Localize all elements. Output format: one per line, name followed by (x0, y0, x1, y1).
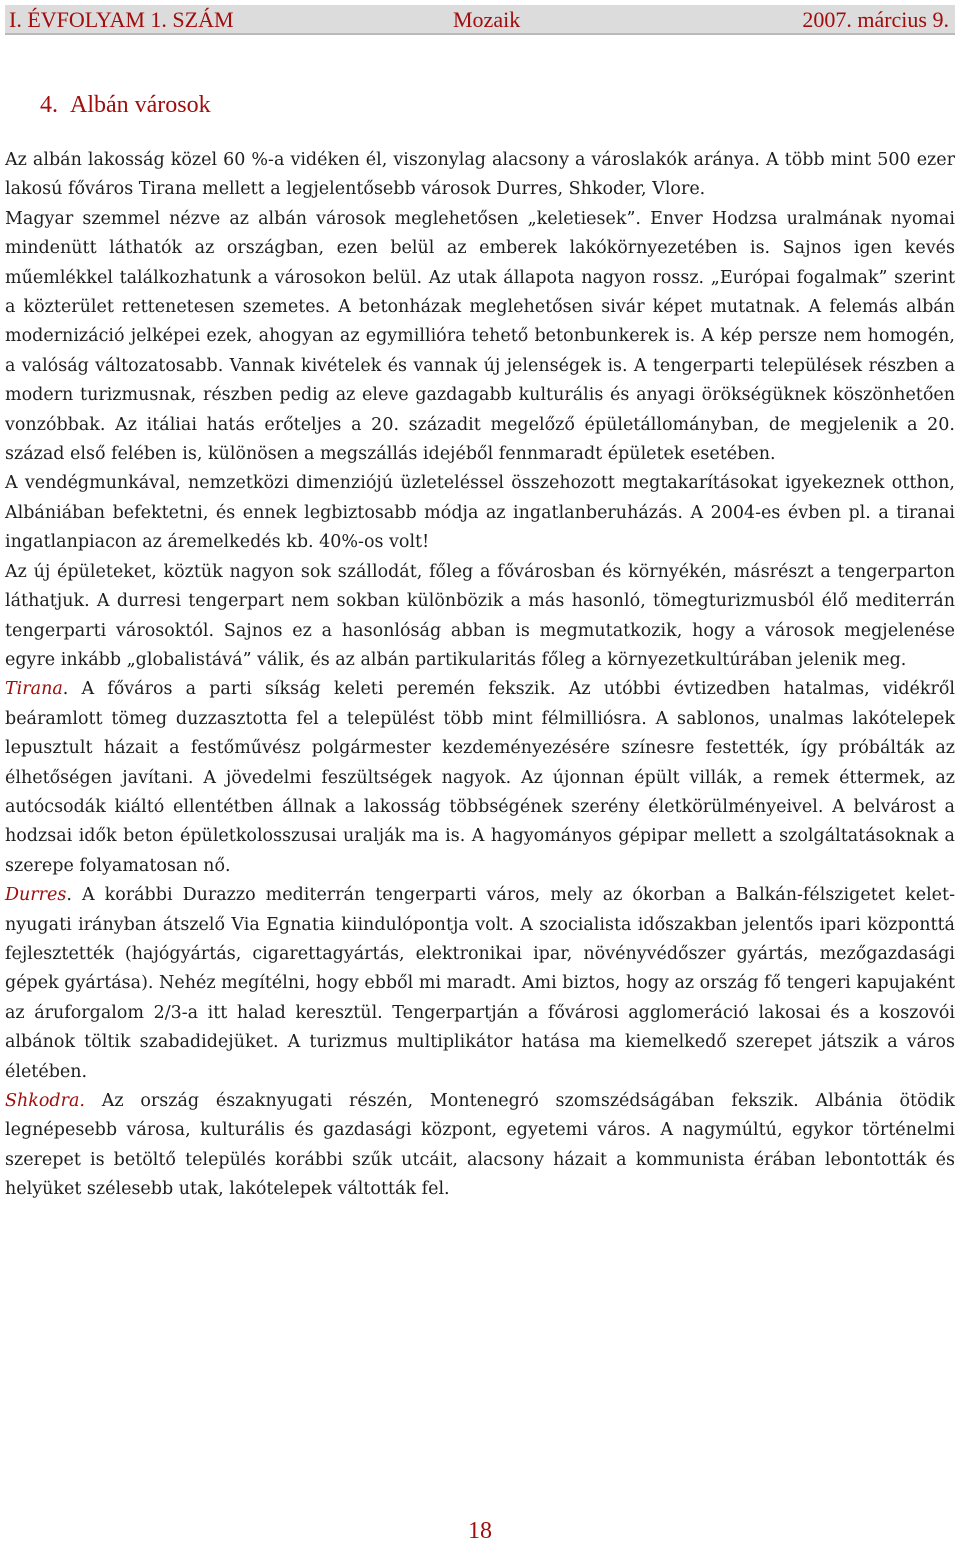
city-text-durres: . A korábbi Durazzo mediterrán tengerparti város, mely az ókorban a Balkán-félszigetet kelet-nyugati irányban átszelő Via Egnatia kiindulópontja volt. A szocialista időszakban jelentős ipari központtá fejlesztették (hajógyártás, cigarettagyártás, elektronikai ipar, növényvédőszer gyártás, mezőgazdasági gépek gyártása). Nehéz megítélni, hogy ebből mi maradt. Ami biztos, hogy az ország fő tengeri kapujaként az áruforgalom 2/3-a itt halad keresztül. Tengerpartján a fővárosi agglomeráció lakosai és a koszovói albánok töltik szabadidejüket. A turizmus multiplikátor hatása ma kiemelkedő szerepet játszik a város életében. (5, 885, 955, 1082)
city-paragraph-shkodra (5, 1087, 955, 1205)
paragraph: Az új épületeket, köztük nagyon sok szállodát, főleg a fővárosban és környékén, másrészt a tengerparton láthatjuk. A durresi tengerpart nem sokban különbözik a más hasonló, tömegturizmusból élő mediterrán tengerparti városoktól. Sajnos ez a hasonlóság abban is megmutatkozik, hogy a városok megjelenése egyre inkább „globalistává” válik, és az albán partikularitás főleg a környezetkultúrában jelenik meg. (5, 561, 955, 670)
header-date: 2007. március 9. (802, 7, 949, 32)
city-name-durres: Durres (5, 885, 67, 906)
paragraph: A vendégmunkával, nemzetközi dimenziójú üzleteléssel összehozott megtakarításokat igyekeznek otthon, Albániában befektetni, és ennek legbiztosabb módja az ingatlanberuházás. A 2004-es évben pl. a tiranai ingatlanpiacon az áremelkedés kb. 40%-os volt! (5, 473, 955, 553)
city-name-tirana: Tirana (5, 679, 63, 700)
section-title (40, 88, 223, 122)
city-name-shkodra: Shkodra. (5, 1091, 85, 1111)
header-volume: I. ÉVFOLYAM 1. SZÁM (9, 7, 234, 32)
page-header (5, 5, 955, 35)
page-number: 18 (468, 1518, 492, 1544)
city-text-shkodra: Az ország északnyugati részén, Montenegró szomszédságában fekszik. Albánia ötödik legnépesebb városa, kulturális és gazdasági központ, egyetemi város. A nagymúltú, egykor történelmi szerepet is betöltő település korábbi szűk utcáit, alacsony házait a kommunista érában lebontották és helyüket szélesebb utak, lakótelepek váltották fel. (5, 1091, 955, 1200)
section-number: 4. (40, 92, 58, 118)
city-paragraph-durres (5, 881, 955, 1087)
paragraph: Magyar szemmel nézve az albán városok meglehetősen „keletiesek”. Enver Hodzsa uralmának nyomai mindenütt láthatók az országban, ezen belül az emberek lakókörnyezetében is. Sajnos igen kevés műemlékkel találkozhatunk a városokon belül. Az utak állapota nagyon rossz. „Európai fogalmak” szerint a közterület rettenetesen szemetes. A betonházak meglehetősen sivár képet mutatnak. A felemás albán modernizáció jelképei ezek, ahogyan az egymillióra tehető betonbunkerek is. A kép persze nem homogén, a valóság változatosabb. Vannak kivételek és vannak új jelenségek is. A tengerparti települések részben a modern turizmusnak, részben pedig az eleve gazdagabb kulturális és anyagi örökségüknek köszönhetően vonzóbbak. Az itáliai hatás erőteljes a 20. századit megelőző épületállományban, de megjelenik a 20. század első felében is, különösen a megszállás idejéből fennmaradt épületek esetében. (5, 208, 955, 465)
section-title-text: Albán városok (70, 92, 211, 118)
article-body (5, 146, 955, 1205)
city-text-tirana: . A főváros a parti síkság keleti peremén fekszik. Az utóbbi évtizedben hatalmas, vidékről beáramlott tömeg duzzasztotta fel a települést több mint félmilliósra. A sablonos, unalmas lakótelepek lepusztult házait a festőművész polgármester kezdeményezésére színesre festették, így próbálták az élhetőségen javítani. A jövedelmi feszültségek nagyok. Az újonnan épült villák, a remek éttermek, az autócsodák kiáltó ellentétben állnak a lakosság többségének szerény életkörülményeivel. A belvárost a hodzsai idők beton épületkolosszusai uralják ma is. A hagyományos gépipar mellett a szolgáltatásoknak a szerepe folyamatosan nő. (5, 679, 955, 876)
paragraph: Az albán lakosság közel 60 %-a vidéken él, viszonylag alacsony a városlakók aránya. A több mint 500 ezer lakosú főváros Tirana mellett a legjelentősebb városok Durres, Shkoder, Vlore. (5, 150, 955, 200)
header-publication: Mozaik (453, 7, 521, 32)
city-paragraph-tirana (5, 675, 955, 881)
